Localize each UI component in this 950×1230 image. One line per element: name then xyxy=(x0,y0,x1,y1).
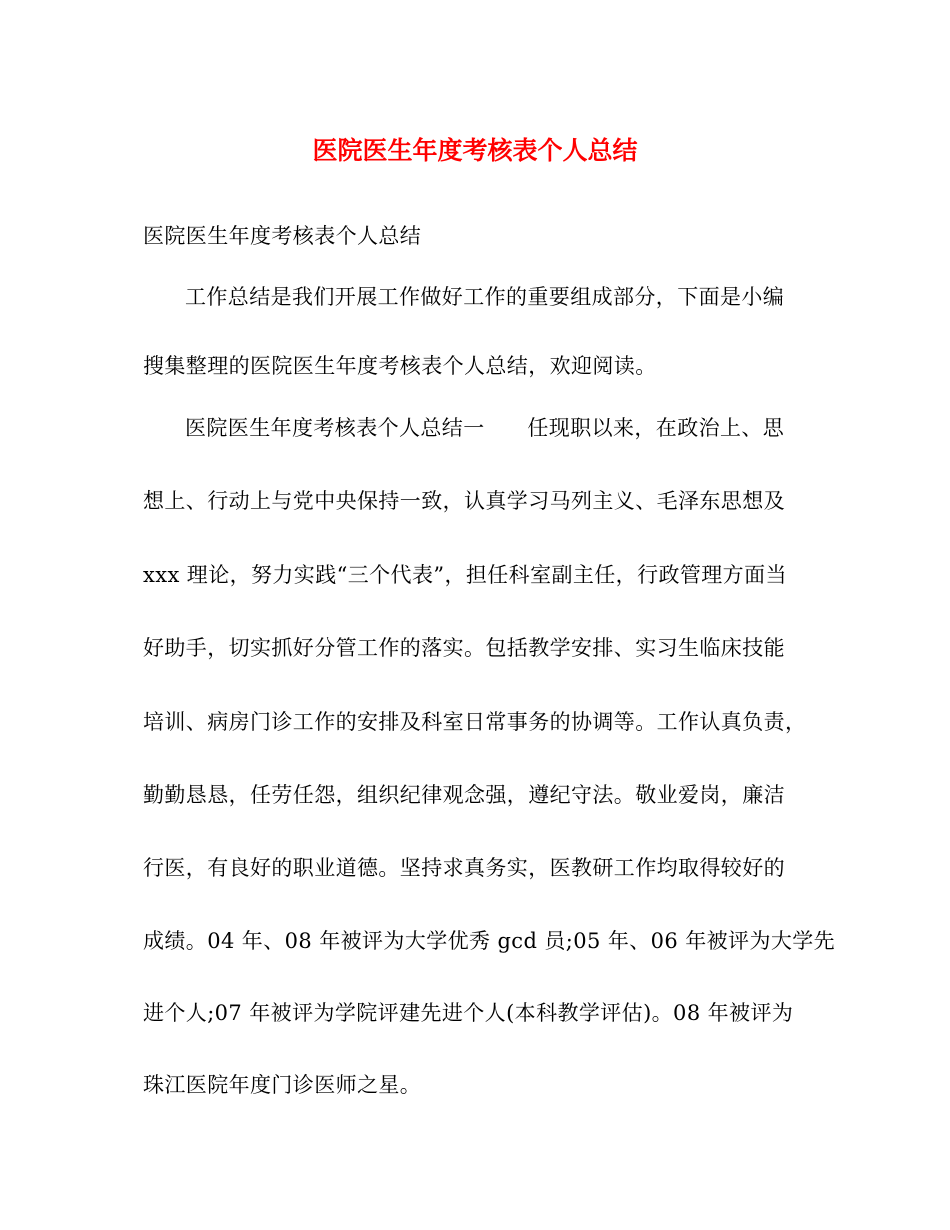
document-subtitle: 医院医生年度考核表个人总结 xyxy=(143,224,422,248)
document-title: 医院医生年度考核表个人总结 xyxy=(312,136,638,165)
paragraph-line: 搜集整理的医院医生年度考核表个人总结，欢迎阅读。 xyxy=(143,354,657,378)
paragraph-line: 工作总结是我们开展工作做好工作的重要组成部分，下面是小编 xyxy=(185,285,785,309)
paragraph-line: xxx 理论，努力实践“三个代表”，担任科室副主任，行政管理方面当 xyxy=(143,563,787,587)
paragraph-line: 成绩。04 年、08 年被评为大学优秀 gcd 员;05 年、06 年被评为大学先 xyxy=(143,929,836,953)
paragraph-line: 勤勤恳恳，任劳任怨，组织纪律观念强，遵纪守法。敬业爱岗，廉洁 xyxy=(143,783,785,807)
paragraph-line: 想上、行动上与党中央保持一致，认真学习马列主义、毛泽东思想及 xyxy=(143,489,785,513)
paragraph-line: 珠江医院年度门诊医师之星。 xyxy=(143,1073,422,1097)
paragraph-line: 培训、病房门诊工作的安排及科室日常事务的协调等。工作认真负责， xyxy=(143,710,807,734)
paragraph-line: 医院医生年度考核表个人总结一 任现职以来，在政治上、思 xyxy=(185,416,785,440)
paragraph-line: 行医，有良好的职业道德。坚持求真务实，医教研工作均取得较好的 xyxy=(143,856,785,880)
paragraph-line: 进个人;07 年被评为学院评建先进个人(本科教学评估)。08 年被评为 xyxy=(143,1001,794,1025)
paragraph-line: 好助手，切实抓好分管工作的落实。包括教学安排、实习生临床技能 xyxy=(143,636,785,660)
